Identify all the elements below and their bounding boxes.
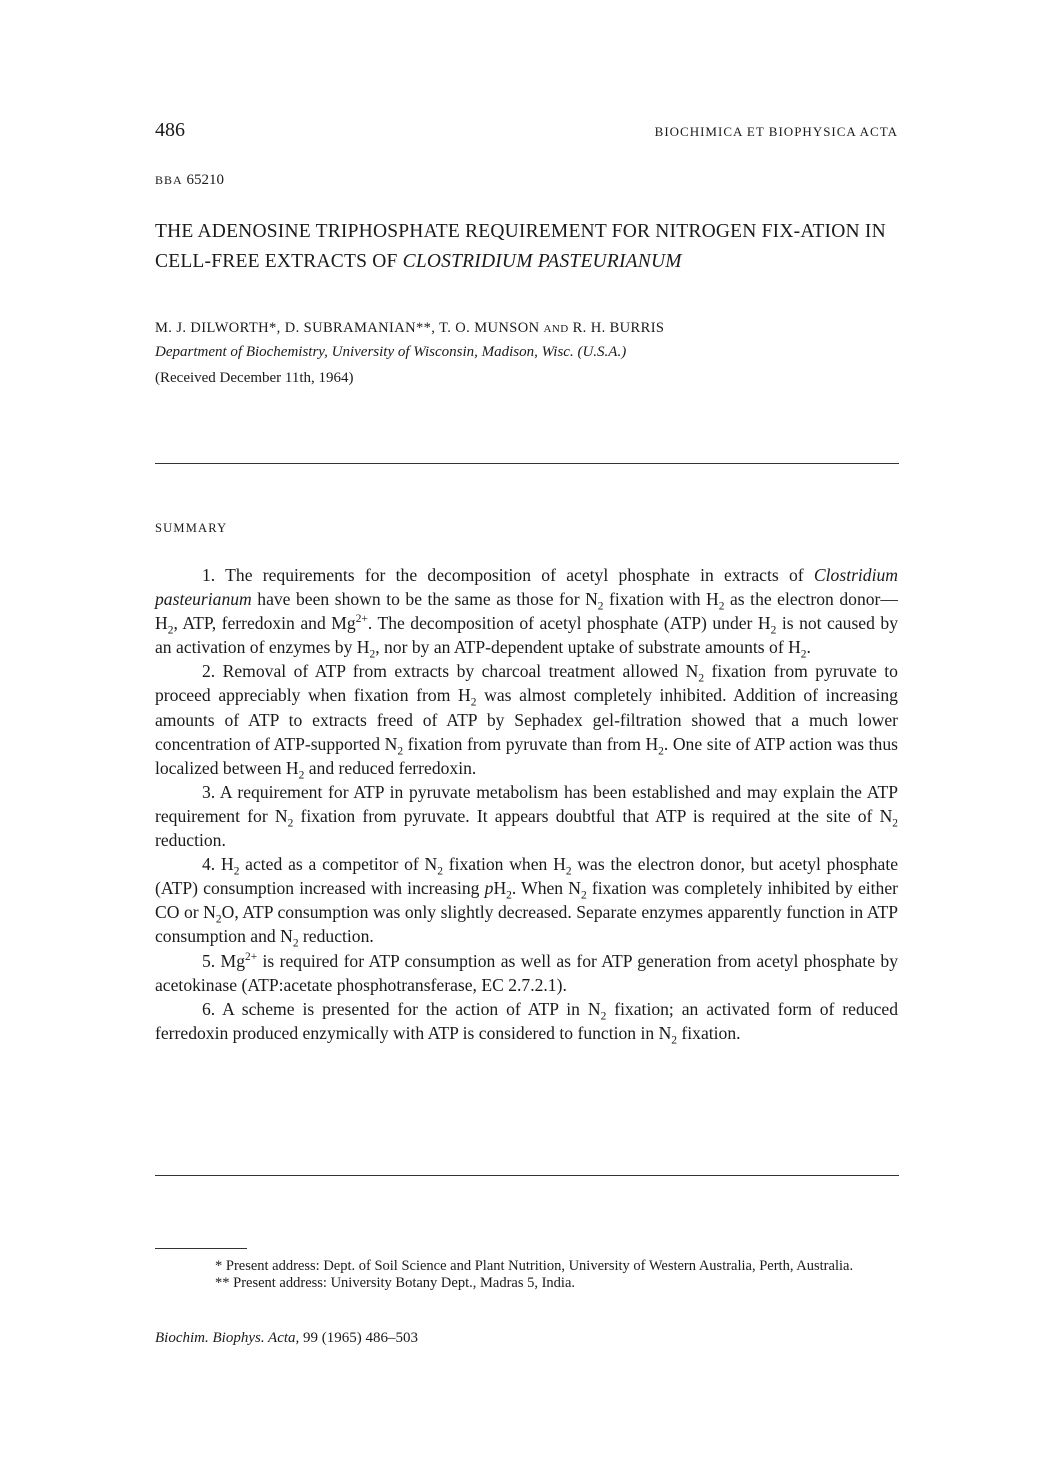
journal-name: BIOCHIMICA ET BIOPHYSICA ACTA bbox=[654, 124, 898, 139]
summary-body bbox=[155, 563, 898, 1045]
summary-item-3: 3. A requirement for ATP in pyruvate metabolism has been established and may explain the ATP requirement for $N_2$ fixation from pyruvate. It appears doubtful that ATP is required at the site of $N_2$ reduction. bbox=[155, 781, 898, 851]
top-rule bbox=[155, 463, 899, 464]
authors-and: AND bbox=[543, 323, 569, 335]
authors-part2: R. H. BURRIS bbox=[568, 320, 665, 336]
affiliation: Department of Biochemistry, University of Wisconsin, Madison, Wisc. (U.S.A.) bbox=[155, 344, 627, 360]
footnote-2: ** Present address: University Botany Dept., Madras 5, India. bbox=[215, 1275, 576, 1291]
summary-heading: SUMMARY bbox=[155, 521, 228, 535]
citation-journal: Biochim. Biophys. Acta, bbox=[155, 1330, 300, 1346]
footnote-1: * Present address: Dept. of Soil Science and Plant Nutrition, University of Western Australia, Perth, Australia. bbox=[215, 1258, 854, 1274]
summary-item-4: 4. $H_2$ acted as a competitor of $N_2$ fixation when $H_2$ was the electron donor, but acetyl phosphate (ATP) consumption increased with increasing $pH_2$. When $N_2$ fixation was completely inhibited by either CO or $N_2O$, ATP consumption was only slightly decreased. Separate enzymes apparently function in ATP consumption and $N_2$ reduction. bbox=[155, 854, 899, 950]
bba-number-value: 65210 bbox=[186, 172, 224, 188]
title-organism: CLOSTRIDIUM PASTEURIANUM bbox=[402, 251, 682, 272]
title-plain: THE ADENOSINE TRIPHOSPHATE REQUIREMENT FOR NITROGEN FIX-ATION IN CELL-FREE EXTRACTS OF bbox=[155, 221, 886, 272]
page-number: 486 bbox=[155, 119, 185, 141]
article-title bbox=[155, 217, 900, 277]
footnotes bbox=[155, 1258, 898, 1292]
received-date: (Received December 11th, 1964) bbox=[155, 370, 354, 386]
citation-details: 99 (1965) 486–503 bbox=[299, 1330, 419, 1346]
authors bbox=[155, 320, 664, 337]
bba-number bbox=[155, 172, 224, 189]
summary-item-5: 5. $Mg^{2+}$ is required for ATP consumption as well as for ATP generation from acetyl phosphate by acetokinase (ATP:acetate phosphotransferase, EC 2.7.2.1). bbox=[155, 950, 898, 995]
summary-item-6: 6. A scheme is presented for the action of ATP in $N_2$ fixation; an activated form of reduced ferredoxin produced enzymically with ATP is considered to function in $N_2$ fixation. bbox=[155, 998, 898, 1047]
bottom-rule bbox=[155, 1175, 899, 1176]
bba-label: BBA bbox=[155, 173, 183, 187]
footnote-rule bbox=[155, 1248, 247, 1249]
summary-item-1: 1. The requirements for the decomposition of acetyl phosphate in extracts of Clostridium pasteurianum have been shown to be the same as those for $N_2$ fixation with $H_2$ as the electron $donor—H_2$, ATP, ferredoxin and $Mg^{2+}$. The decomposition of acetyl phosphate (ATP) under $H_2$ is not caused by an activation of enzymes by $H_2$, nor by an ATP-dependent uptake of substrate amounts of $H_2$. bbox=[155, 565, 898, 661]
authors-part1: M. J. DILWORTH*, D. SUBRAMANIAN**, T. O. MUNSON bbox=[155, 320, 544, 336]
summary-item-2: 2. Removal of ATP from extracts by charcoal treatment allowed $N_2$ fixation from pyruvate to proceed appreciably when fixation from $H_2$ was almost completely inhibited. Addition of increasing amounts of ATP to extracts freed of ATP by Sephadex gel-filtration showed that a much lower concentration of ATP-supported $N_2$ fixation from pyruvate than from $H_2$. One site of ATP action was thus localized between $H_2$ and reduced ferredoxin. bbox=[155, 661, 898, 782]
citation bbox=[155, 1330, 418, 1347]
